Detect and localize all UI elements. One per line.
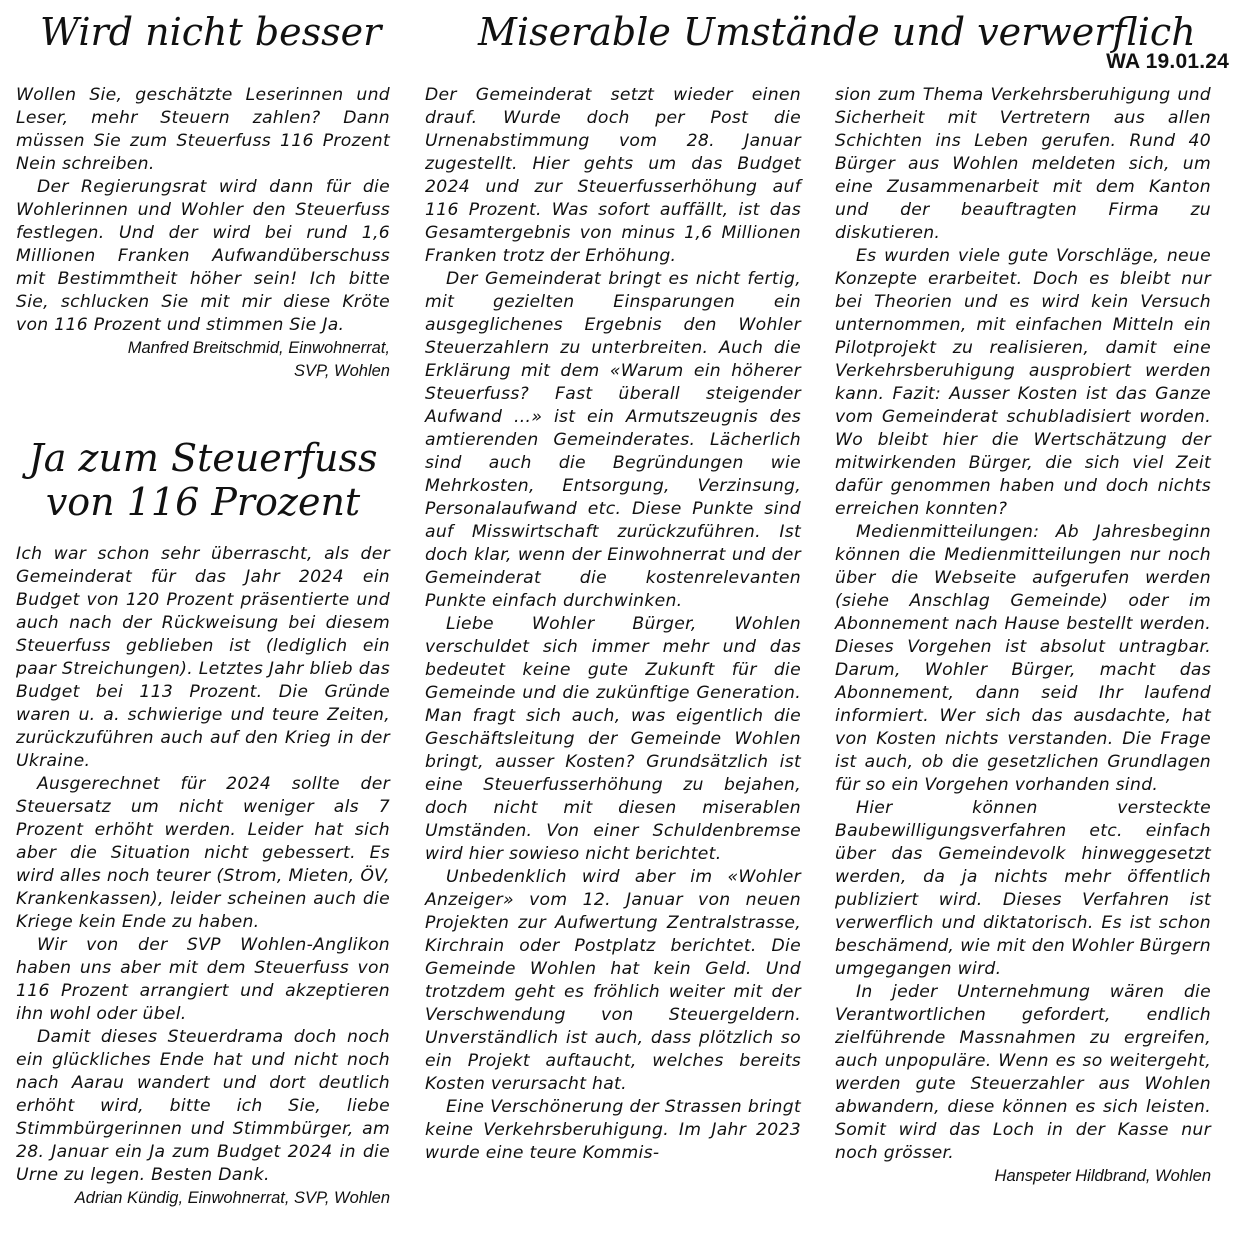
headline-wird-nicht-besser: Wird nicht besser: [40, 10, 382, 54]
headline-ja-zum-steuerfuss: Ja zum Steuerfuss von 116 Prozent: [28, 436, 378, 524]
letter-paragraph: Liebe Wohler Bürger, Wohlen verschuldet sich immer mehr und das bedeutet keine gute Zukunft für die Gemeinde und die zukünftige Generation. Man fragt sich auch, was eigentlich die Geschäftsleitung der Gemeinde Wohlen bringt, ausser Kosten? Grundsätzlich ist eine Steuerfusserhöhung zu bejahen, doch nicht mit diesen miserablen Umständen. Von einer Schuldenbremse wird hier sowieso nicht berichtet.: [425, 614, 801, 864]
letter-paragraph: Hier können versteckte Baubewilligungsverfahren etc. einfach über das Gemeindevolk hinweggesetzt werden, da ja nichts mehr öffentlich publiziert wird. Dieses Verfahren ist verwerflich und diktatorisch. Es ist schon beschämend, wie mit den Wohler Bürgern umgegangen wird.: [835, 798, 1211, 979]
author-signature: Adrian Kündig, Einwohnerrat, SVP, Wohlen: [74, 1189, 390, 1207]
letter-ja-zum-steuerfuss: [16, 543, 390, 1210]
letter-paragraph: Der Gemeinderat bringt es nicht fertig, mit gezielten Einsparungen ein ausgeglichenes Ergebnis den Wohler Steuerzahlern zu unterbreiten. Auch die Erklärung mit dem «Warum ein höherer Steuerfuss? Fast überall steigender Aufwand …» ist ein Armutszeugnis des amtierenden Gemeinderates. Lächerlich sind auch die Begründungen wie Mehrkosten, Entsorgung, Verzinsung, Personalaufwand etc. Diese Punkte sind auf Misswirtschaft zurückzuführen. Ist doch klar, wenn der Einwohnerrat und der Gemeinderat die kostenrelevanten Punkte einfach durchwinken.: [425, 269, 801, 611]
letter-paragraph: Ich war schon sehr überrascht, als der Gemeinderat für das Jahr 2024 ein Budget von 120 Prozent präsentierte und auch nach der Rückweisung bei diesem Steuerfuss geblieben ist (lediglich ein paar Streichungen). Letztes Jahr blieb das Budget bei 113 Prozent. Die Gründe waren u. a. schwierige und teure Zeiten, zurückzuführen auch auf den Krieg in der Ukraine.: [16, 544, 390, 771]
author-signature: Hanspeter Hildbrand, Wohlen: [994, 1167, 1211, 1185]
headline-miserable-umstaende: Miserable Umstände und verwerflich: [478, 10, 1196, 54]
letter-miserable-umstaende-part2: [835, 84, 1211, 1188]
signature-line: Manfred Breitschmid, Einwohnerrat,: [127, 339, 390, 357]
signature-line: SVP, Wohlen: [293, 362, 390, 380]
letter-paragraph: Der Gemeinderat setzt wieder einen drauf. Wurde doch per Post die Urnenabstimmung vom 28. Januar zugestellt. Hier gehts um das Budget 2024 und zur Steuerfusserhöhung auf 116 Prozent. Was sofort auffällt, ist das Gesamtergebnis von minus 1,6 Millionen Franken trotz der Erhöhung.: [425, 85, 801, 266]
letter-paragraph: In jeder Unternehmung wären die Verantwortlichen gefordert, endlich zielführende Massnahmen zu ergreifen, auch unpopuläre. Wenn es so weitergeht, werden gute Steuerzahler aus Wohlen abwandern, diese können es sich leisten. Somit wird das Loch in der Kasse nur noch grösser.: [835, 982, 1211, 1163]
letter-paragraph: Es wurden viele gute Vorschläge, neue Konzepte erarbeitet. Doch es bleibt nur bei Theorien und es wird kein Versuch unternommen, mit einfachen Mitteln ein Pilotprojekt zu realisieren, damit eine Verkehrsberuhigung ausprobiert werden kann. Fazit: Ausser Kosten ist das Ganze vom Gemeinderat schubladisiert worden. Wo bleibt hier die Wertschätzung der mitwirkenden Bürger, die sich viel Zeit dafür genommen haben und doch nichts erreichen konnten?: [835, 246, 1211, 519]
letter-paragraph: Wir von der SVP Wohlen-Anglikon haben uns aber mit dem Steuerfuss von 116 Prozent arrangiert und akzeptieren ihn wohl oder übel.: [16, 935, 390, 1024]
letter-paragraph: Medienmitteilungen: Ab Jahresbeginn können die Medienmitteilungen nur noch über die Webseite aufgerufen werden (siehe Anschlag Gemeinde) oder im Abonnement nach Hause bestellt werden. Dieses Vorgehen ist absolut untragbar. Darum, Wohler Bürger, macht das Abonnement, dann seid Ihr laufend informiert. Wer sich das ausdachte, hat von Kosten nichts verstanden. Die Frage ist auch, ob die gesetzlichen Grundlagen für so ein Vorgehen vorhanden sind.: [835, 522, 1211, 795]
letter-miserable-umstaende-part1: [425, 84, 801, 1165]
letter-paragraph: Wollen Sie, geschätzte Leserinnen und Leser, mehr Steuern zahlen? Dann müssen Sie zum Steuerfuss 116 Prozent Nein schreiben.: [16, 85, 390, 174]
letter-paragraph: Ausgerechnet für 2024 sollte der Steuersatz um nicht weniger als 7 Prozent erhöht werden. Leider hat sich aber die Situation nicht gebessert. Es wird alles noch teurer (Strom, Mieten, ÖV, Krankenkassen), leider scheinen auch die Kriege kein Ende zu haben.: [16, 774, 390, 932]
letter-paragraph: sion zum Thema Verkehrsberuhigung und Sicherheit mit Vertretern aus allen Schichten ins Leben gerufen. Rund 40 Bürger aus Wohlen meldeten sich, um eine Zusammenarbeit mit dem Kanton und der beauftragten Firma zu diskutieren.: [835, 85, 1211, 243]
letter-paragraph: Eine Verschönerung der Strassen bringt keine Verkehrsberuhigung. Im Jahr 2023 wurde eine teure Kommis-: [425, 1097, 801, 1163]
letter-paragraph: Damit dieses Steuerdrama doch noch ein glückliches Ende hat und nicht noch nach Aarau wandert und dort deutlich erhöht wird, bitte ich Sie, liebe Stimmbürgerinnen und Stimmbürger, am 28. Januar ein Ja zum Budget 2024 in die Urne zu legen. Besten Dank.: [16, 1027, 390, 1185]
letter-paragraph: Unbedenklich wird aber im «Wohler Anzeiger» vom 12. Januar von neuen Projekten zur Aufwertung Zentralstrasse, Kirchrain oder Postplatz berichtet. Die Gemeinde Wohlen hat kein Geld. Und trotzdem geht es fröhlich weiter mit der Verschwendung von Steuergeldern. Unverständlich ist auch, dass plötzlich so ein Projekt auftaucht, welches bereits Kosten verursacht hat.: [425, 867, 801, 1094]
letter-paragraph: Der Regierungsrat wird dann für die Wohlerinnen und Wohler den Steuerfuss festlegen. Und der wird bei rund 1,6 Millionen Franken Aufwandüberschuss mit Bestimmtheit höher sein! Ich bitte Sie, schlucken Sie mit mir diese Kröte von 116 Prozent und stimmen Sie Ja.: [16, 177, 390, 335]
author-signature: [16, 337, 390, 383]
date-stamp: WA 19.01.24: [1106, 50, 1229, 73]
letter-wird-nicht-besser: [16, 84, 390, 383]
